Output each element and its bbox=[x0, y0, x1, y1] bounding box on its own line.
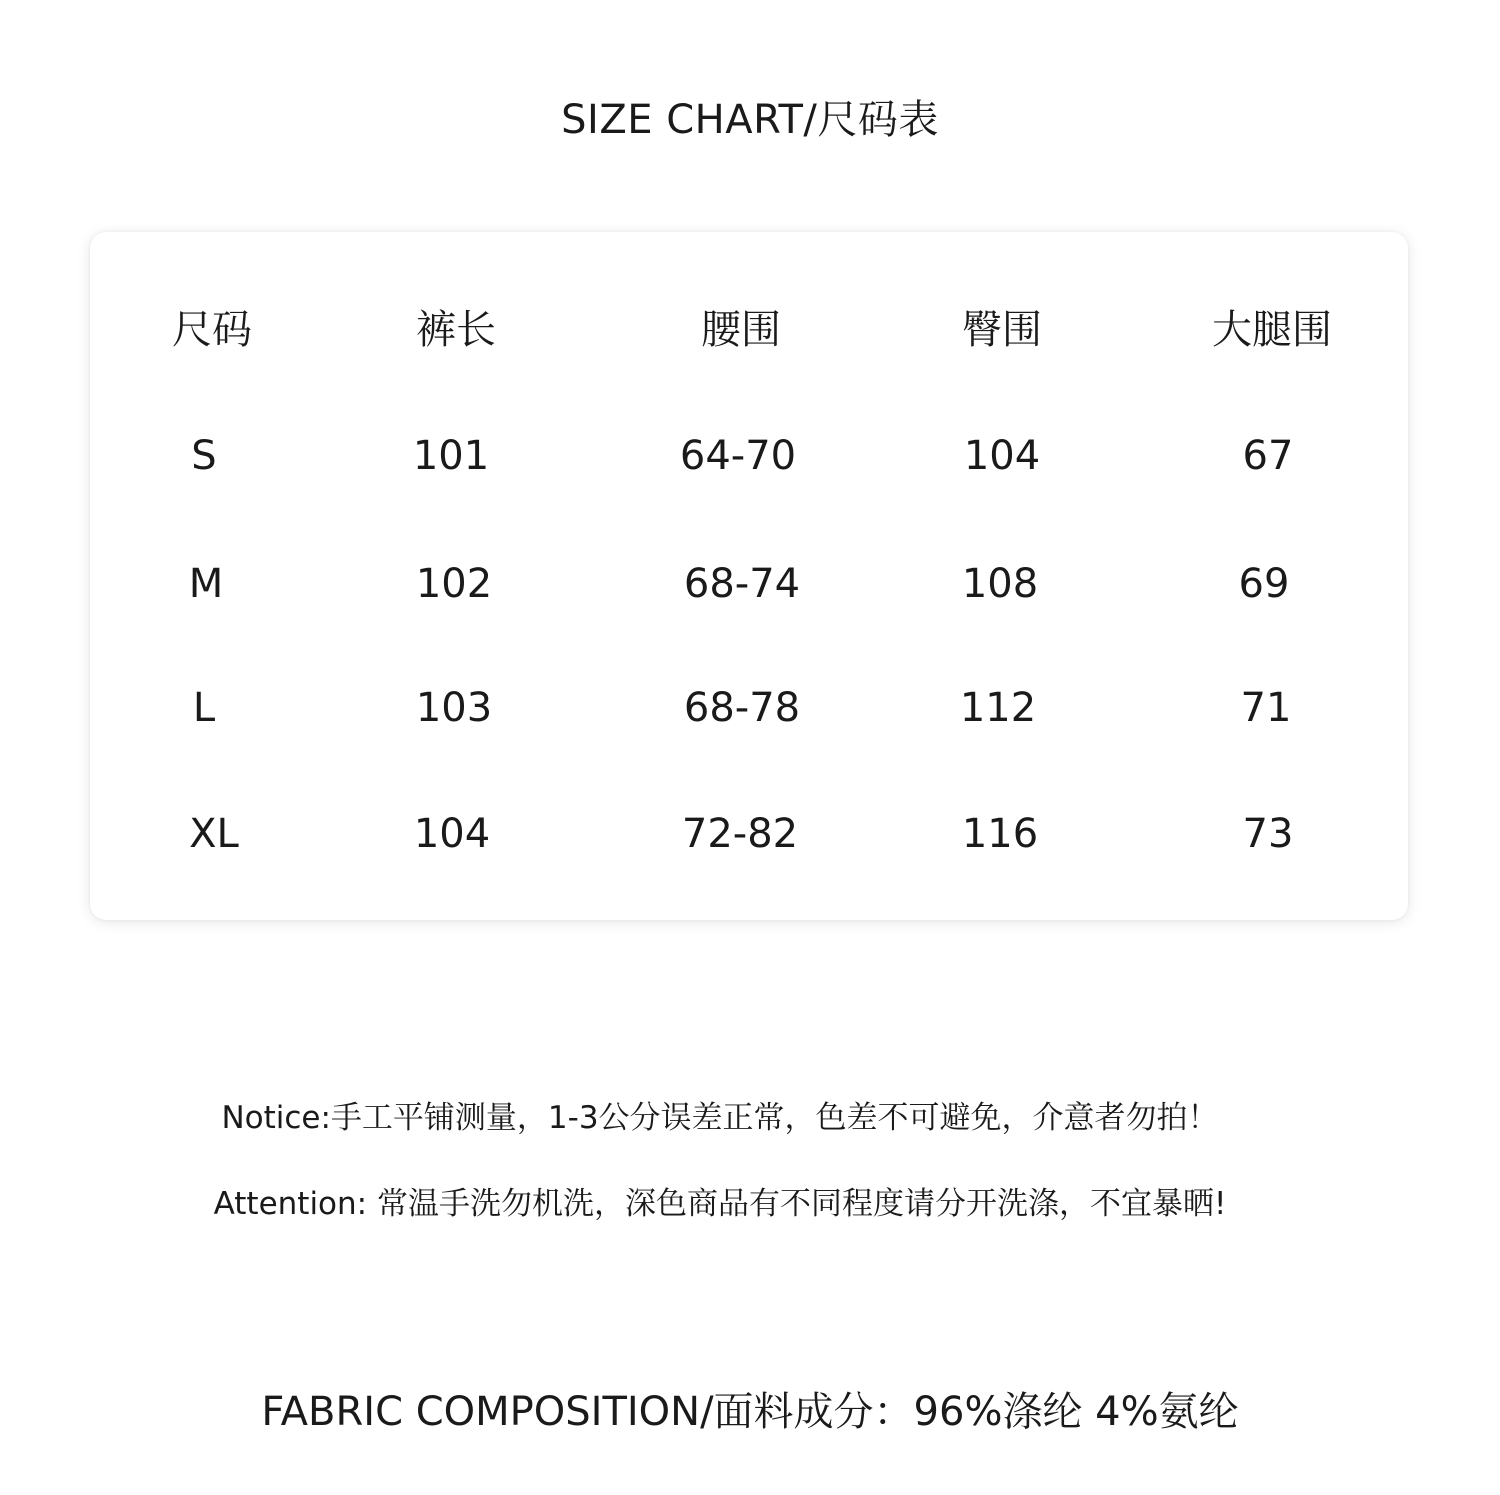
row-l-thigh: 71 bbox=[1240, 685, 1292, 731]
row-l-length: 103 bbox=[415, 685, 493, 731]
notice-text: Notice:手工平铺测量，1-3公分误差正常，色差不可避免，介意者勿拍！ bbox=[221, 1100, 1219, 1136]
row-m-hip: 108 bbox=[961, 561, 1039, 607]
row-m-size: M bbox=[188, 561, 224, 607]
row-s-thigh: 67 bbox=[1242, 433, 1294, 479]
row-m-thigh: 69 bbox=[1238, 561, 1290, 607]
fabric-composition: FABRIC COMPOSITION/面料成分：96%涤纶 4%氨纶 bbox=[261, 1389, 1239, 1435]
row-m-waist: 68-74 bbox=[683, 561, 801, 607]
header-thigh: 大腿围 bbox=[1212, 307, 1332, 353]
header-pants-length: 裤长 bbox=[416, 307, 496, 353]
row-m-length: 102 bbox=[415, 561, 493, 607]
row-l-waist: 68-78 bbox=[683, 685, 801, 731]
attention-text: Attention: 常温手洗勿机洗，深色商品有不同程度请分开洗涤，不宜暴晒! bbox=[213, 1186, 1227, 1222]
row-xl-size: XL bbox=[189, 811, 239, 857]
header-hip: 臀围 bbox=[962, 307, 1042, 353]
row-l-hip: 112 bbox=[959, 685, 1037, 731]
row-xl-thigh: 73 bbox=[1242, 811, 1294, 857]
size-table-card bbox=[90, 232, 1408, 920]
header-waist: 腰围 bbox=[701, 307, 781, 353]
row-s-waist: 64-70 bbox=[679, 433, 797, 479]
row-s-length: 101 bbox=[412, 433, 490, 479]
page-title: SIZE CHART/尺码表 bbox=[561, 97, 939, 143]
row-xl-hip: 116 bbox=[961, 811, 1039, 857]
row-s-size: S bbox=[191, 433, 217, 479]
row-xl-waist: 72-82 bbox=[681, 811, 799, 857]
row-s-hip: 104 bbox=[963, 433, 1041, 479]
header-size: 尺码 bbox=[172, 307, 252, 353]
row-xl-length: 104 bbox=[413, 811, 491, 857]
row-l-size: L bbox=[192, 685, 216, 731]
